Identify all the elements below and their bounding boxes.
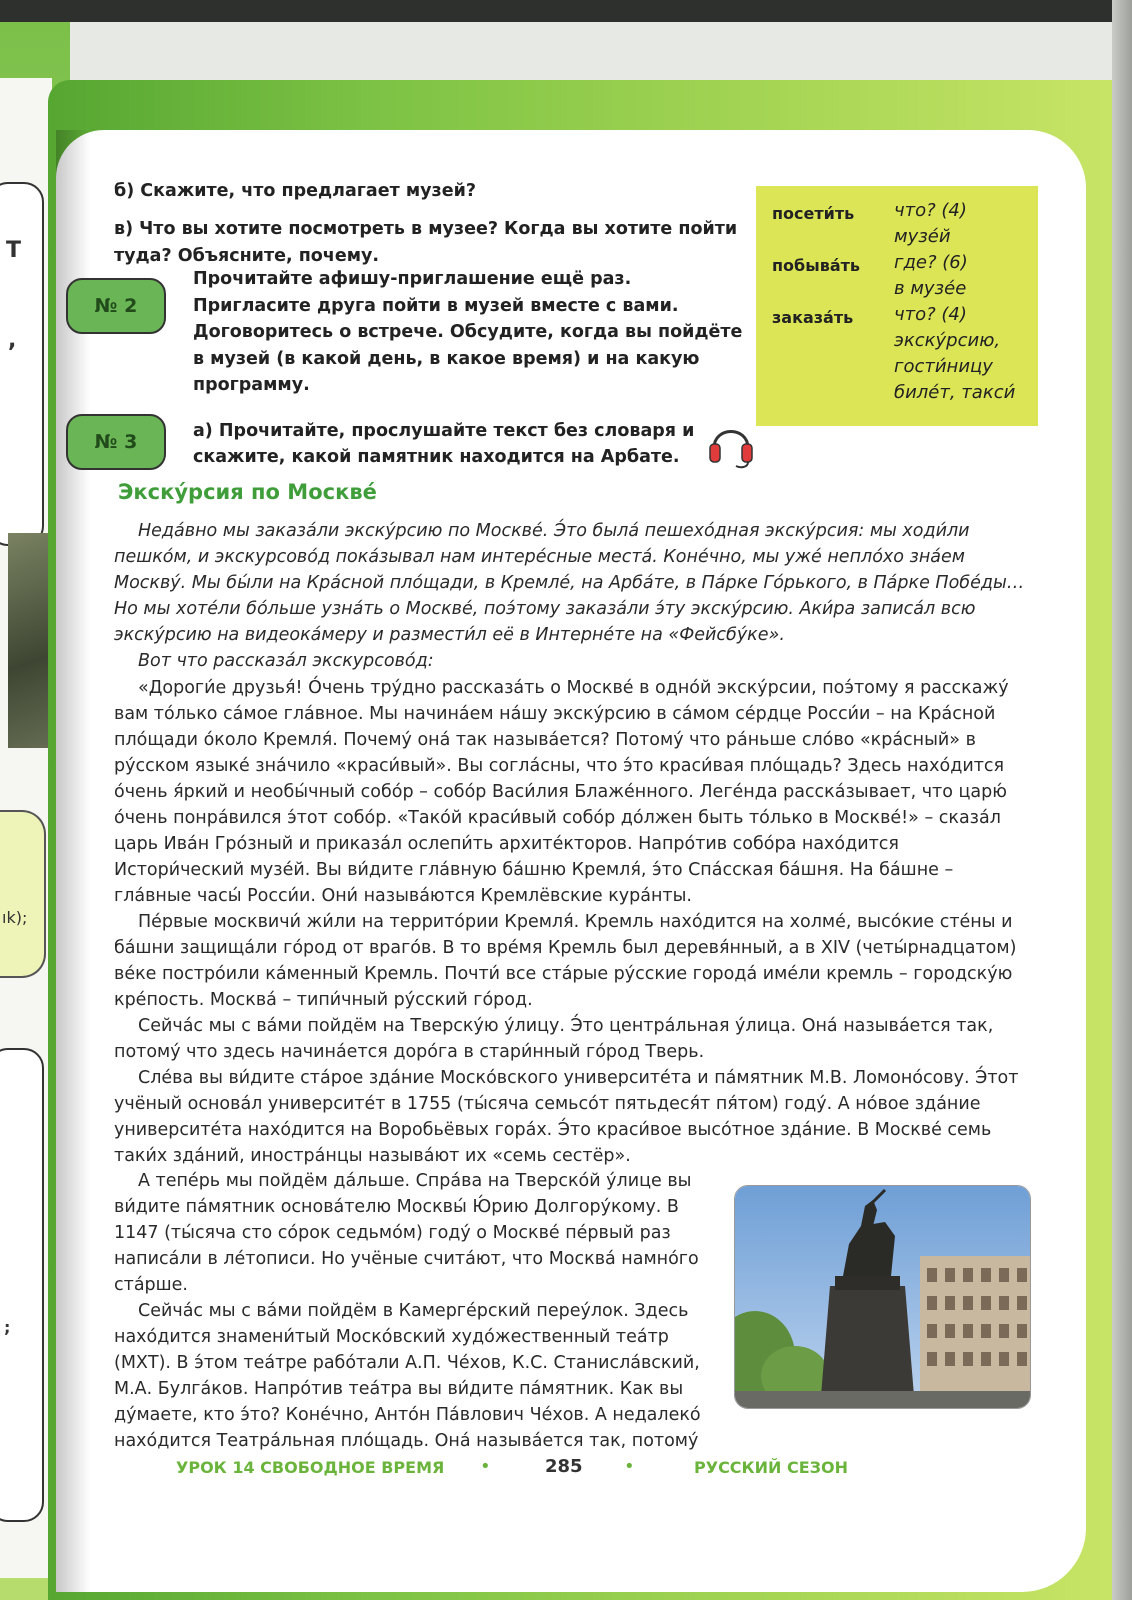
vocab-example: в музе́е [894, 278, 967, 299]
body-paragraph: Сейча́с мы с ва́ми пойдём в Камерге́рский переу́лок. Здесь нахо́дится знамени́тый Моско́вский худо́жественный теа́тр (МХТ). В э́том теа́тре рабо́тали А.П. Че́хов, К.С. Станисла́вский, М.А. Булга́ков. Напро́тив теа́тра вы ви́дите па́мятник. Как вы ду́маете, кто э́то? Коне́чно, Анто́н Па́влович Че́хов. А недалеко́ нахо́дится Театра́льная пло́щадь. Она́ называ́ется так, потому́ [114, 1301, 701, 1451]
footer-separator: • [624, 1456, 635, 1477]
left-yellow-box [0, 810, 46, 978]
intro-paragraph: Неда́вно мы заказа́ли экску́рсию по Москве́. Э́то была́ пешехо́дная экску́рсия: мы ходи́ли пешко́м, и экскурсово́д пока́зывал нам интере́сные места́. Коне́чно, мы уже́ непло́хо зна́ем Москву́. Мы бы́ли на Кра́сной пло́щади, в Кремле́, на Арба́те, в Па́рке Го́рького, в Па́рке Побе́ды… Но мы хоте́ли бо́льше узна́ть о Москве́, поэ́тому заказа́ли э́ту экску́рсию. Аки́ра записа́л всю экску́рсию на видеока́меру и размести́л её в Интерне́те на «Фейсбу́ке». [114, 521, 1025, 645]
body-paragraph: Сле́ва вы ви́дите ста́рое зда́ние Моско́вского университе́та и па́мятник М.В. Ломоно́сову. Э́тот учёный основа́л университе́т в 1755 (ты́сяча семьсо́т пятьдеся́т пя́том) году́. А но́вое зда́ние университе́та нахо́дится на Воробьёвых гора́х. Э́то краси́вое высо́тное зда́ние. В Москве́ семь таки́х зда́ний, иностра́нцы называ́ют их «семь сестёр». [114, 1068, 1019, 1166]
article-body [114, 675, 1029, 1169]
body-paragraph: Сейча́с мы с ва́ми пойдём на Тверску́ю у́лицу. Э́то центра́льная у́лица. Она́ называ́ется так, потому́ что здесь начина́ется доро́га в стари́нный го́род Тверь. [114, 1016, 994, 1062]
vocabulary-box [756, 186, 1038, 426]
body-paragraph: А тепе́рь мы пойдём да́льше. Спра́ва на Тверско́й у́лице вы ви́дите па́мятник основа́телю Москвы́ Ю́рию Долгору́кому. В 1147 (ты́сяча сто со́рок седьмо́м) году́ о Москве́ пе́рвый раз написа́ли в ле́тописи. Но учёные счита́ют, что Москва́ намно́го ста́рше. [114, 1171, 699, 1295]
vocab-government: что? (4) [894, 304, 967, 325]
scan-border-right [1112, 0, 1132, 1600]
exercise-3-text: а) Прочитайте, прослушайте текст без словаря и скажите, какой памятник находится на Арбате. [193, 421, 695, 467]
footer-book-title: РУССКИЙ СЕЗОН [694, 1458, 849, 1477]
scan-border-top [0, 0, 1132, 22]
left-page-mark: T [6, 238, 22, 263]
footer-separator: • [480, 1456, 491, 1477]
vocab-example: музе́й [894, 226, 951, 247]
footer-lesson-title: УРОК 14 СВОБОДНОЕ ВРЕМЯ [176, 1458, 445, 1477]
vocab-verb: посети́ть [772, 204, 855, 223]
intro-text [114, 518, 1029, 674]
left-frame-box [0, 1048, 44, 1522]
text-title: Экску́рсия по Москве́ [118, 480, 377, 504]
left-page-mark: , [8, 328, 17, 353]
monument-photo [734, 1185, 1031, 1409]
exercise-2-text: Прочитайте афишу-приглашение ещё раз. Пригласите друга пойти в музей вместе с вами. Договоритесь о встрече. Обсудите, когда вы пойдёте в музей (в какой день, в какое время) и на какую программу. [193, 269, 743, 395]
intro-paragraph: Вот что рассказа́л экскурсово́д: [138, 651, 434, 671]
page-number: 285 [545, 1456, 583, 1477]
body-paragraph: «Дороги́е друзья́! О́чень тру́дно рассказа́ть о Москве́ в одно́й экску́рсии, поэ́тому я расскажу́ вам то́лько са́мое гла́вное. Мы начина́ем на́шу экску́рсию в са́мом се́рдце Росси́и – на Кра́сной пло́щади о́коло Кремля́. Почему́ она́ так называ́ется? Потому́ что ра́ньше сло́во «кра́сный» в ру́сском языке́ зна́чило «краси́вый». Вы согла́сны, что э́то краси́вая пло́щадь? Здесь нахо́дится о́чень я́ркий и необы́чный собо́р – собо́р Васи́лия Блаже́нного. Леге́нда расска́зывает, что царю́ о́чень понра́вился э́тот собо́р. «Тако́й краси́вый собо́р до́лжен быть то́лько в Москве́!» – сказа́л царь Ива́н Гро́зный и приказа́л ослепи́ть архите́кторов. Напро́тив собо́ра нахо́дится Истори́ческий музе́й. Вы ви́дите гла́вную ба́шню Кремля́, э́то Спа́сская ба́шня. На ба́шне – гла́вные часы́ Росси́и. Они́ называ́ются Кремлёвские кура́нты. [114, 678, 1009, 906]
article-body-continued [114, 1168, 729, 1454]
task-v: в) Что вы хотите посмотреть в музее? Когда вы хотите пойти туда? Объясните, почему. [114, 219, 738, 266]
left-frame-box [0, 182, 44, 546]
vocab-example: экску́рсию, гости́ницу биле́т, такси́ [894, 330, 1016, 403]
left-page-photo [8, 533, 48, 748]
body-paragraph: Пе́рвые москвичи́ жи́ли на террито́рии Кремля́. Кремль нахо́дится на холме́, высо́кие сте́ны и ба́шни защища́ли го́род от враго́в. В то вре́мя Кремль был деревя́нный, а в XIV (четы́рнадцатом) ве́ке постро́или ка́менный Кремль. Почти́ все ста́рые ру́сские города́ име́ли кремль – городску́ю кре́пость. Москва́ – типи́чный ру́сский го́род. [114, 912, 1017, 1010]
left-page-content [0, 78, 52, 1578]
vocab-verb: побыва́ть [772, 256, 860, 275]
spine-shadow [56, 130, 90, 1592]
vocab-verb: заказа́ть [772, 308, 854, 327]
task-b: б) Скажите, что предлагает музей? [114, 181, 477, 201]
exercise-2-badge: № 2 [66, 278, 166, 334]
vocab-government: где? (6) [894, 252, 968, 273]
left-page-mark: ; [4, 1318, 11, 1337]
headphones-icon [706, 418, 756, 470]
exercise-3-badge: № 3 [66, 414, 166, 470]
left-page-mark: ık); [2, 908, 28, 927]
vocab-government: что? (4) [894, 200, 967, 221]
